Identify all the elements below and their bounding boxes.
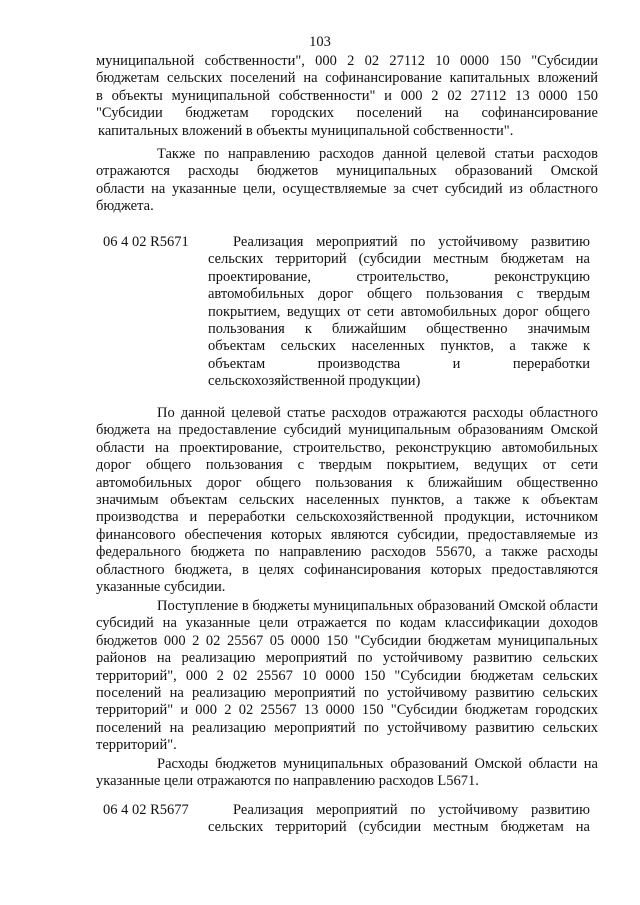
text-line: поселений на реализацию мероприятий по устойчивому развитию сельских [96, 719, 598, 736]
text-line: Реализация мероприятий по устойчивому развитию [233, 234, 590, 250]
text-line: сельских территорий (субсидии местным бюджетам на [208, 819, 590, 836]
text-line: покрытием, ведущих от сети автомобильных дорог общего [208, 303, 590, 320]
text-line: "Субсидии бюджетам городских поселений на софинансирование [96, 105, 598, 122]
text-line: территорий". [96, 737, 177, 754]
text-line: указанные цели отражаются по направлению расходов L5671. [96, 773, 479, 790]
paragraph-receipt [96, 598, 598, 755]
text-line: федерального бюджета по направлению расходов 55670, а также расходы [96, 544, 598, 561]
text-line: областного бюджета, в целях софинансирования которых предоставляются [96, 561, 598, 578]
text-line: значимым объектам сельских населенных пунктов, а также к объектам [96, 492, 598, 509]
paragraph-expenses [96, 756, 598, 791]
text-line: области на указанные цели, осуществляемые за счет субсидий из областного [96, 180, 598, 197]
paragraph-top [96, 53, 598, 140]
text-line: Реализация мероприятий по устойчивому развитию [233, 802, 590, 818]
text-line: дорог общего пользования с твердым покрытием, ведущих от сети [96, 457, 598, 474]
text-line: бюджета. [96, 198, 154, 215]
text-line: пользования к ближайшим общественно значимым [208, 321, 590, 338]
text-line: автомобильных дорог общего пользования с твердым [208, 286, 590, 303]
text-line: Также по направлению расходов данной целевой статьи расходов [157, 146, 598, 162]
paragraph-also [96, 146, 598, 216]
text-line: субсидий на указанные цели отражается по кодам классификации доходов [96, 615, 598, 632]
text-line: в объекты муниципальной собственности" и 000 2 02 27112 13 0000 150 [96, 87, 598, 104]
text-line: территорий" и 000 2 02 25567 13 0000 150 "Субсидии бюджетам городских [96, 702, 598, 719]
paragraph-target [96, 405, 598, 596]
text-line: По данной целевой статье расходов отражаются расходы областного [157, 405, 598, 421]
text-line: бюджета на предоставление субсидий муниципальным образованиям Омской [96, 422, 598, 439]
text-line: капитальных вложений в объекты муниципальной собственности". [98, 122, 514, 139]
entry-description [208, 802, 590, 837]
text-line: указанные субсидии. [96, 579, 226, 596]
budget-code: 06 4 02 R5677 [103, 802, 189, 818]
text-line: проектирование, строительство, реконструкцию [208, 268, 590, 285]
text-line: области на проектирование, строительство, реконструкцию автомобильных [96, 439, 598, 456]
text-line: Расходы бюджетов муниципальных образований Омской области на [157, 756, 598, 772]
text-line: муниципальной собственности", 000 2 02 27112 10 0000 150 "Субсидии [96, 53, 598, 69]
text-line: автомобильных дорог общего пользования к ближайшим общественно [96, 474, 598, 491]
entry-description [208, 234, 590, 391]
text-line: производства и переработки сельскохозяйственной продукции, источником [96, 509, 598, 526]
text-line: бюджетов 000 2 02 25567 05 0000 150 "Субсидии бюджетам муниципальных [96, 632, 598, 649]
budget-code: 06 4 02 R5671 [103, 234, 189, 250]
page-number: 103 [309, 34, 331, 50]
text-line: территорий", 000 2 02 25567 10 0000 150 "Субсидии бюджетам сельских [96, 667, 598, 684]
text-line: сельских территорий (субсидии местным бюджетам на [208, 251, 590, 268]
text-line: объектам сельских населенных пунктов, а также к [208, 338, 590, 355]
text-line: бюджетам сельских поселений на софинансирование капитальных вложений [96, 70, 598, 87]
text-line: поселений на реализацию мероприятий по устойчивому развитию сельских [96, 685, 598, 702]
text-line: Поступление в бюджеты муниципальных образований Омской области [157, 598, 598, 614]
text-line: объектам производства и переработки [208, 355, 590, 372]
text-line: сельскохозяйственной продукции) [208, 373, 421, 390]
text-line: отражаются расходы бюджетов муниципальных образований Омской [96, 163, 598, 180]
text-line: районов на реализацию мероприятий по устойчивому развитию сельских [96, 650, 598, 667]
text-line: финансового обеспечения которых являются субсидии, предоставляемые из [96, 526, 598, 543]
